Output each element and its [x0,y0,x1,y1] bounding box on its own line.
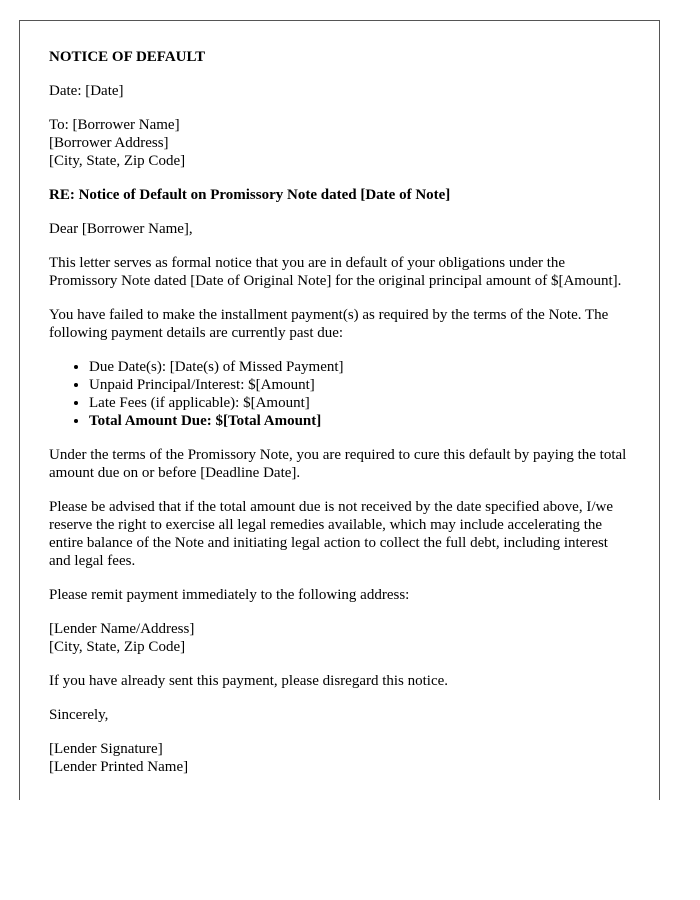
paragraph-cure: Under the terms of the Promissory Note, you are required to cure this default by paying the total amount due on or before [Deadline Date]. [49,447,627,481]
list-item-unpaid-principal: • Unpaid Principal/Interest: $[Amount] [89,376,630,394]
recipient-address: [Borrower Address] [49,135,169,151]
lender-name-address: [Lender Name/Address] [49,621,195,637]
letter-page [19,20,660,800]
recipient-block [49,116,630,170]
list-item-total-due: • Total Amount Due: $[Total Amount] [89,412,630,430]
subject-line: RE: Notice of Default on Promissory Note dated [Date of Note] [49,187,451,203]
lender-signature: [Lender Signature] [49,741,163,757]
past-due-list [49,358,630,430]
recipient-name: To: [Borrower Name] [49,117,180,133]
closing: Sincerely, [49,707,109,723]
paragraph-remit: Please remit payment immediately to the following address: [49,587,410,603]
lender-address-block [49,620,630,656]
paragraph-past-due: You have failed to make the installment payment(s) as required by the terms of the Note. The following payment details are currently past due: [49,307,609,341]
letter-title: NOTICE OF DEFAULT [49,49,206,65]
recipient-city: [City, State, Zip Code] [49,153,186,169]
list-item-late-fees: • Late Fees (if applicable): $[Amount] [89,394,630,412]
salutation: Dear [Borrower Name], [49,221,193,237]
paragraph-default-notice: This letter serves as formal notice that you are in default of your obligations under the Promissory Note dated [Date of Original Note] for the original principal amount of $[Amount]. [49,255,622,289]
paragraph-disregard: If you have already sent this payment, please disregard this notice. [49,673,449,689]
lender-printed-name: [Lender Printed Name] [49,759,189,775]
signature-block [49,740,630,776]
list-item-due-dates: • Due Date(s): [Date(s) of Missed Payment] [89,358,630,376]
date-line: Date: [Date] [49,83,124,99]
paragraph-remedies: Please be advised that if the total amount due is not received by the date specified above, I/we reserve the right to exercise all legal remedies available, which may include accelerating the entire balance of the Note and initiating legal action to collect the full debt, including interest and legal fees. [49,499,613,569]
lender-city: [City, State, Zip Code] [49,639,186,655]
